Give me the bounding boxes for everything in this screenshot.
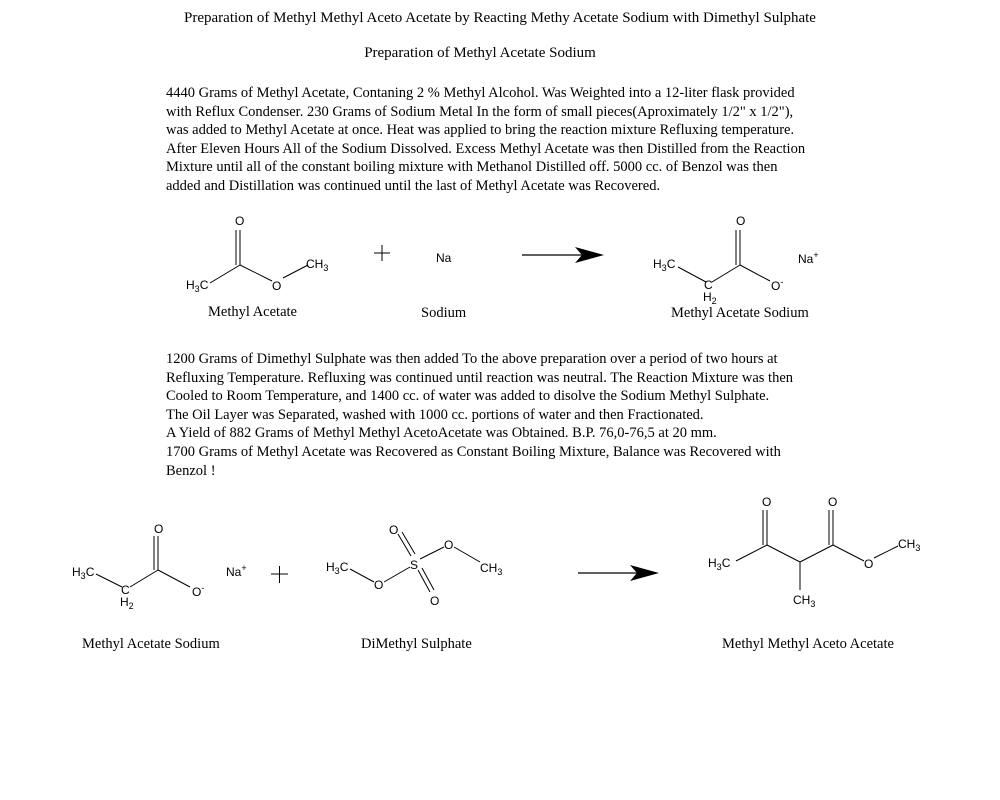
svg-text:O: O [272,279,282,293]
methyl-acetate-structure [210,230,308,283]
svg-text:C: C [704,278,713,292]
reactant-label-methyl-acetate-sodium: Methyl Acetate Sodium [82,636,220,652]
svg-text:O: O [154,522,164,536]
svg-text:CH3: $CH_3$ [898,537,921,553]
reaction-arrow [522,247,604,263]
methyl-methyl-aceto-acetate-structure [736,510,898,590]
paragraph-line: 1700 Grams of Methyl Acetate was Recovered as Constant Boiling Mixture, Balance was Recovered with [166,443,781,460]
svg-text:CH3: $CH_3$ [480,561,503,577]
sodium-symbol: Na [436,251,452,265]
paragraph-line: After Eleven Hours All of the Sodium Dissolved. Excess Methyl Acetate was then Distilled from the Reaction [166,140,806,157]
svg-text:O: O [762,495,772,509]
paragraph-line: was added to Methyl Acetate at once. Heat was applied to bring the reaction mixture Refluxing temperature. [166,122,795,139]
reaction-1-scheme [0,205,1000,305]
svg-text:H3C: $H_3C$ [72,565,95,581]
methyl-acetate-sodium-structure [96,536,190,587]
reaction-2-scheme [0,490,1000,620]
svg-text:O: O [389,523,399,537]
paragraph-line: Mixture until all of the constant boiling mixture with Methanol Distilled off. 5000 cc. of Benzol was then [166,159,778,176]
svg-text:O: O [864,557,874,571]
svg-text:O: O [828,495,838,509]
svg-text:O-: O- [192,583,205,599]
paragraph-line: Cooled to Room Temperature, and 1400 cc. of water was added to disolve the Sodium Methyl Sulphate. [166,388,770,405]
paragraph-line: A Yield of 882 Grams of Methyl Methyl AcetoAcetate was Obtained. B.P. 76,0-76,5 at 20 mm. [166,425,717,442]
paragraph-line: added and Distillation was continued until the last of Methyl Acetate was Recovered. [166,177,661,194]
reactant-label-dimethyl-sulphate: DiMethyl Sulphate [361,636,472,652]
paragraph-line: 4440 Grams of Methyl Acetate, Contaning 2 % Methyl Alcohol. Was Weighted into a 12-liter flask provided [166,85,795,101]
reactant-label-sodium: Sodium [421,305,467,321]
svg-text:Na+: Na+ [798,250,819,266]
svg-text:H2: $H_2$ [120,595,134,611]
methyl-acetate-sodium-structure [678,230,770,282]
reactant-label-methyl-acetate: Methyl Acetate [208,304,297,320]
svg-text:H3C: $H_3C$ [708,556,731,572]
product-label-methyl-methyl-aceto-acetate: Methyl Methyl Aceto Acetate [722,636,894,652]
svg-text:H3C: $H_3C$ [326,560,349,576]
svg-text:O-: O- [771,277,784,293]
paragraph-line: Refluxing Temperature. Refluxing was continued until reaction was neutral. The Reaction Mixture was then [166,369,794,386]
product-label-methyl-acetate-sodium: Methyl Acetate Sodium [671,305,809,321]
paragraph-line: 1200 Grams of Dimethyl Sulphate was then added To the above preparation over a period of two hours at [166,351,778,367]
svg-text:Na+: Na+ [226,563,247,579]
svg-text:O: O [235,214,245,228]
svg-text:H3C: $H_3C$ [186,278,209,294]
section-subtitle: Preparation of Methyl Acetate Sodium [364,45,596,61]
reaction-arrow [578,565,659,581]
svg-text:O: O [374,578,384,592]
svg-text:O: O [444,538,454,552]
paragraph-line: The Oil Layer was Separated, washed with 1000 cc. portions of water and then Fractionated. [166,406,704,423]
svg-text:CH3: $CH_3$ [793,593,816,609]
procedure-paragraph-2 [166,350,886,480]
paragraph-line: with Reflux Condenser. 230 Grams of Sodium Metal In the form of small pieces(Aproximately 1/2" x 1/2"), [166,103,794,120]
svg-text:S: S [410,558,419,572]
svg-text:H2: $H_2$ [703,290,717,305]
plus-sign [271,566,288,583]
plus-sign [374,245,390,261]
document-title: Preparation of Methyl Methyl Aceto Acetate by Reacting Methy Acetate Sodium with Dimethyl Sulphate [184,10,816,26]
paragraph-line: Benzol ! [166,462,216,479]
svg-text:O: O [430,594,440,608]
svg-text:CH3: $CH_3$ [306,257,329,273]
svg-text:O: O [736,214,746,228]
svg-text:C: C [121,583,130,597]
svg-text:H3C: $H_3C$ [653,257,676,273]
procedure-paragraph-1 [166,84,886,196]
